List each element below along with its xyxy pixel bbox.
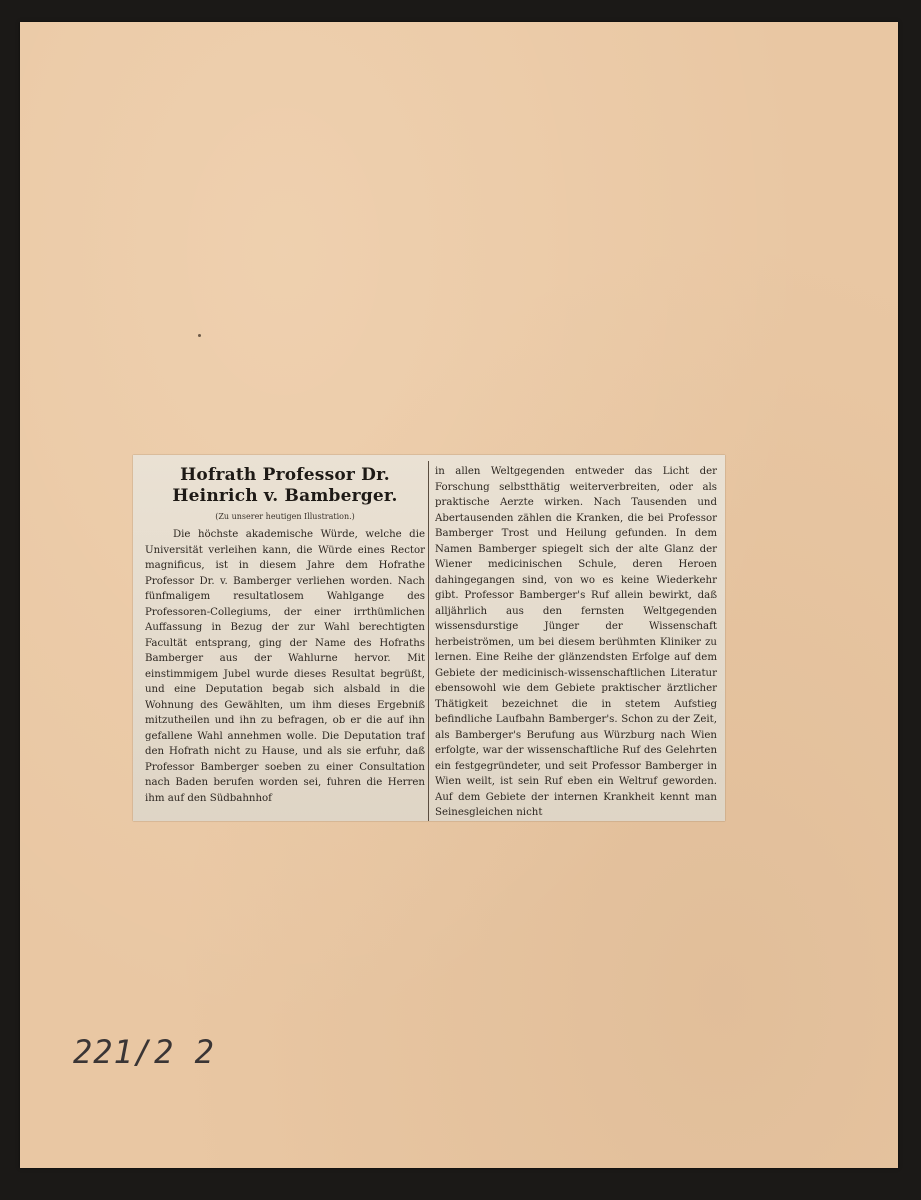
column-divider	[428, 461, 429, 821]
newspaper-clipping	[133, 455, 725, 821]
article-text-left: Die höchste akademische Würde, welche die Universität verleihen kann, die Würde eines Rector magnificus, ist in diesem Jahre dem Hofrathe Professor Dr. v. Bamberger verliehen worden. Nach fünfmaligem resultatlosem Wahlgange des Professoren-Collegiums, der einer irrthümlichen Auffassung in Bezug der zur Wahl berechtigten Facultät entsprang, ging der Name des Hofraths Bamberger aus der Wahlurne hervor. Mit einstimmigem Jubel wurde dieses Resultat begrüßt, und eine Deputation begab sich alsbald in die Wohnung des Gewählten, um ihm dieses Ergebniß mitzutheilen und ihn zu befragen, ob er die auf ihn gefallene Wahl annehmen wolle. Die Deputation traf den Hofrath nicht zu Hause, und als sie erfuhr, daß Professor Bamberger soeben zu einer Consultation nach Baden berufen worden sei, fuhren die Herren ihm auf den Südbahnhof	[145, 529, 425, 804]
clipping-left-column	[145, 455, 425, 821]
archive-mark: 221/2 2	[73, 1033, 215, 1071]
article-text-right: in allen Weltgegenden entweder das Licht der Forschung selbstthätig weiterverbreiten, oder als praktische Aerzte wirken. Nach Tausenden und Abertausenden zählen die Kranken, die bei Professor Bamberger Trost und Heilung gefunden. In dem Namen Bamberger spiegelt sich der alte Glanz der Wiener medicinischen Schule, deren Heroen dahingegangen sind, von wo es keine Wiederkehr gibt. Professor Bamberger's Ruf allein bewirkt, daß alljährlich aus den fernsten Weltgegenden wissensdurstige Jünger der Wissenschaft herbeiströmen, um bei diesem berühmten Kliniker zu lernen. Eine Reihe der glänzendsten Erfolge auf dem Gebiete der medicinisch-wissenschaftlichen Literatur ebensowohl wie dem Gebiete praktischer ärztlicher Thätigkeit bezeichnet die in stetem Aufstieg befindliche Laufbahn Bamberger's. Schon zu der Zeit, als Bamberger's Berufung aus Würzburg nach Wien erfolgte, war der wissenschaftliche Ruf des Gelehrten ein festgegründeter, und seit Professor Bamberger in Wien weilt, ist sein Ruf eben ein Weltruf geworden. Auf dem Gebiete der internen Krankheit kennt man Seinesgleichen nicht	[435, 466, 717, 818]
paper-speck	[198, 334, 201, 337]
clipping-right-column	[435, 455, 717, 821]
article-subtitle: (Zu unserer heutigen Illustration.)	[215, 512, 355, 521]
article-title: Hofrath Professor Dr. Heinrich v. Bamberger.	[172, 465, 398, 506]
paper-sheet	[20, 22, 898, 1168]
